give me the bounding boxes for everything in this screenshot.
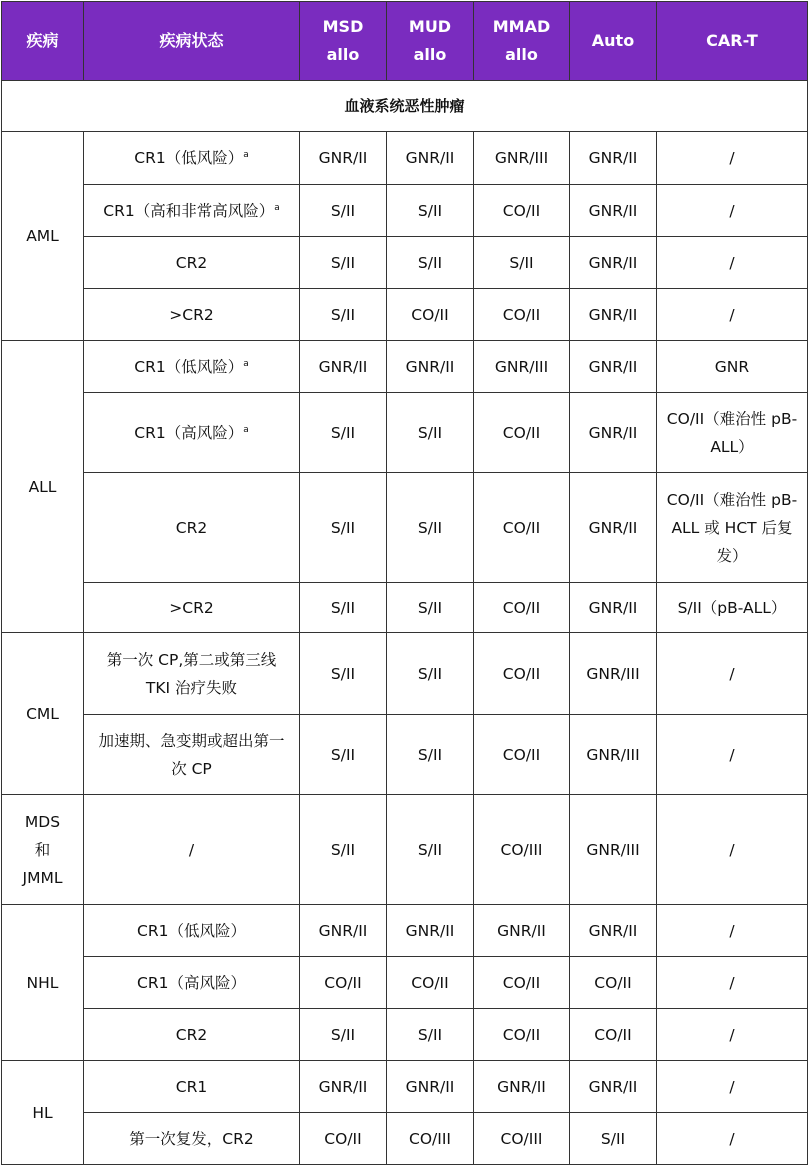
status-text: CR1（高风险） (137, 973, 246, 992)
mud-cell: S/II (387, 1009, 474, 1061)
header-cart: CAR-T (657, 2, 808, 81)
auto-cell: GNR/II (570, 1061, 657, 1113)
mmad-cell: CO/III (474, 795, 570, 905)
msd-cell: S/II (300, 583, 387, 633)
auto-cell: S/II (570, 1113, 657, 1165)
status-text: >CR2 (169, 598, 214, 617)
status-cell (84, 237, 300, 289)
mmad-cell: CO/II (474, 715, 570, 795)
mud-cell: S/II (387, 795, 474, 905)
mud-cell: S/II (387, 237, 474, 289)
msd-cell: S/II (300, 393, 387, 473)
mmad-cell: GNR/III (474, 341, 570, 393)
table-row (2, 473, 808, 583)
status-text: CR1 (175, 1077, 208, 1096)
table-row (2, 957, 808, 1009)
msd-cell: GNR/II (300, 905, 387, 957)
status-cell (84, 633, 300, 715)
msd-cell: CO/II (300, 1113, 387, 1165)
cart-cell: / (657, 795, 808, 905)
status-cell (84, 289, 300, 341)
table-row (2, 633, 808, 715)
status-text: / (188, 840, 195, 859)
status-text: CR2 (175, 518, 208, 537)
cart-cell: / (657, 633, 808, 715)
status-text: CR1（高和非常高风险） (103, 201, 275, 220)
mmad-cell: S/II (474, 237, 570, 289)
table-row (2, 1113, 808, 1165)
auto-cell: GNR/II (570, 289, 657, 341)
footnote-marker: a (243, 424, 249, 435)
mud-cell: S/II (387, 393, 474, 473)
mud-cell: S/II (387, 715, 474, 795)
mud-cell: CO/II (387, 289, 474, 341)
msd-cell: GNR/II (300, 1061, 387, 1113)
mmad-cell: CO/II (474, 957, 570, 1009)
status-text: CR1（低风险） (134, 357, 244, 376)
auto-cell: GNR/II (570, 473, 657, 583)
msd-cell: S/II (300, 237, 387, 289)
status-text: CR2 (175, 1025, 208, 1044)
msd-cell: S/II (300, 473, 387, 583)
mud-cell: S/II (387, 583, 474, 633)
mmad-cell: CO/II (474, 1009, 570, 1061)
header-auto: Auto (570, 2, 657, 81)
auto-cell: GNR/II (570, 341, 657, 393)
status-cell (84, 957, 300, 1009)
mud-cell: GNR/II (387, 905, 474, 957)
status-text: CR1（高风险） (134, 423, 244, 442)
msd-cell: CO/II (300, 957, 387, 1009)
auto-cell: GNR/II (570, 237, 657, 289)
header-mud: MUD allo (387, 2, 474, 81)
status-cell (84, 583, 300, 633)
table-row (2, 341, 808, 393)
disease-cell: MDS 和 JMML (2, 795, 84, 905)
auto-cell: CO/II (570, 957, 657, 1009)
disease-cell: NHL (2, 905, 84, 1061)
mmad-cell: CO/II (474, 583, 570, 633)
mud-cell: GNR/II (387, 1061, 474, 1113)
cart-cell: S/II（pB-ALL） (657, 583, 808, 633)
table-row (2, 795, 808, 905)
status-text: >CR2 (169, 305, 214, 324)
auto-cell: GNR/III (570, 633, 657, 715)
cart-cell: / (657, 957, 808, 1009)
status-cell (84, 132, 300, 185)
status-cell (84, 1009, 300, 1061)
msd-cell: GNR/II (300, 341, 387, 393)
disease-cell: ALL (2, 341, 84, 633)
cart-cell: / (657, 185, 808, 237)
cart-cell: GNR (657, 341, 808, 393)
cart-cell: / (657, 1113, 808, 1165)
status-text: 第一次复发，CR2 (129, 1129, 254, 1148)
msd-cell: S/II (300, 633, 387, 715)
disease-cell: AML (2, 132, 84, 341)
cart-cell: / (657, 905, 808, 957)
status-cell (84, 905, 300, 957)
auto-cell: GNR/II (570, 185, 657, 237)
cart-cell: CO/II（难治性 pB-ALL） (657, 393, 808, 473)
mmad-cell: CO/II (474, 289, 570, 341)
mud-cell: GNR/II (387, 132, 474, 185)
table-row (2, 715, 808, 795)
auto-cell: GNR/II (570, 905, 657, 957)
mmad-cell: GNR/II (474, 905, 570, 957)
status-text: CR2 (175, 253, 208, 272)
table-header-row (2, 2, 808, 81)
table-row (2, 185, 808, 237)
table-row (2, 905, 808, 957)
footnote-marker: a (274, 202, 280, 213)
status-cell (84, 1113, 300, 1165)
status-cell (84, 1061, 300, 1113)
hct-indication-table (1, 1, 808, 1165)
section-title: 血液系统恶性肿瘤 (2, 81, 808, 132)
table-row (2, 393, 808, 473)
disease-cell: CML (2, 633, 84, 795)
status-cell (84, 715, 300, 795)
mud-cell: S/II (387, 633, 474, 715)
table-body (2, 81, 808, 1165)
header-disease: 疾病 (2, 2, 84, 81)
table-row (2, 1061, 808, 1113)
footnote-marker: a (243, 358, 249, 369)
status-cell (84, 185, 300, 237)
disease-cell: HL (2, 1061, 84, 1165)
status-text: 第一次 CP,第二或第三线 TKI 治疗失败 (106, 650, 277, 697)
section-row (2, 81, 808, 132)
auto-cell: GNR/II (570, 393, 657, 473)
status-text: CR1（低风险） (134, 149, 244, 167)
mmad-cell: GNR/II (474, 1061, 570, 1113)
cart-cell: / (657, 715, 808, 795)
status-cell (84, 393, 300, 473)
footnote-marker: a (243, 149, 249, 160)
auto-cell: CO/II (570, 1009, 657, 1061)
cart-cell: / (657, 1009, 808, 1061)
header-mmad: MMAD allo (474, 2, 570, 81)
mud-cell: GNR/II (387, 341, 474, 393)
status-text: 加速期、急变期或超出第一次 CP (98, 731, 285, 778)
status-cell (84, 473, 300, 583)
table-row (2, 289, 808, 341)
auto-cell: GNR/III (570, 795, 657, 905)
status-cell (84, 341, 300, 393)
msd-cell: S/II (300, 1009, 387, 1061)
status-cell (84, 795, 300, 905)
mmad-cell: CO/II (474, 393, 570, 473)
auto-cell: GNR/II (570, 132, 657, 185)
mud-cell: S/II (387, 185, 474, 237)
cart-cell: CO/II（难治性 pB-ALL 或 HCT 后复发） (657, 473, 808, 583)
mud-cell: S/II (387, 473, 474, 583)
mmad-cell: GNR/III (474, 132, 570, 185)
table-row (2, 1009, 808, 1061)
auto-cell: GNR/III (570, 715, 657, 795)
mmad-cell: CO/II (474, 185, 570, 237)
msd-cell: S/II (300, 795, 387, 905)
msd-cell: S/II (300, 289, 387, 341)
table-row (2, 583, 808, 633)
header-status: 疾病状态 (84, 2, 300, 81)
auto-cell: GNR/II (570, 583, 657, 633)
msd-cell: S/II (300, 185, 387, 237)
status-text: CR1（低风险） (137, 921, 246, 940)
cart-cell: / (657, 132, 808, 185)
mmad-cell: CO/III (474, 1113, 570, 1165)
msd-cell: GNR/II (300, 132, 387, 185)
header-msd: MSD allo (300, 2, 387, 81)
mmad-cell: CO/II (474, 473, 570, 583)
cart-cell: / (657, 237, 808, 289)
cart-cell: / (657, 1061, 808, 1113)
msd-cell: S/II (300, 715, 387, 795)
cart-cell: / (657, 289, 808, 341)
mud-cell: CO/II (387, 957, 474, 1009)
mmad-cell: CO/II (474, 633, 570, 715)
mud-cell: CO/III (387, 1113, 474, 1165)
table-row (2, 237, 808, 289)
table-row (2, 132, 808, 185)
